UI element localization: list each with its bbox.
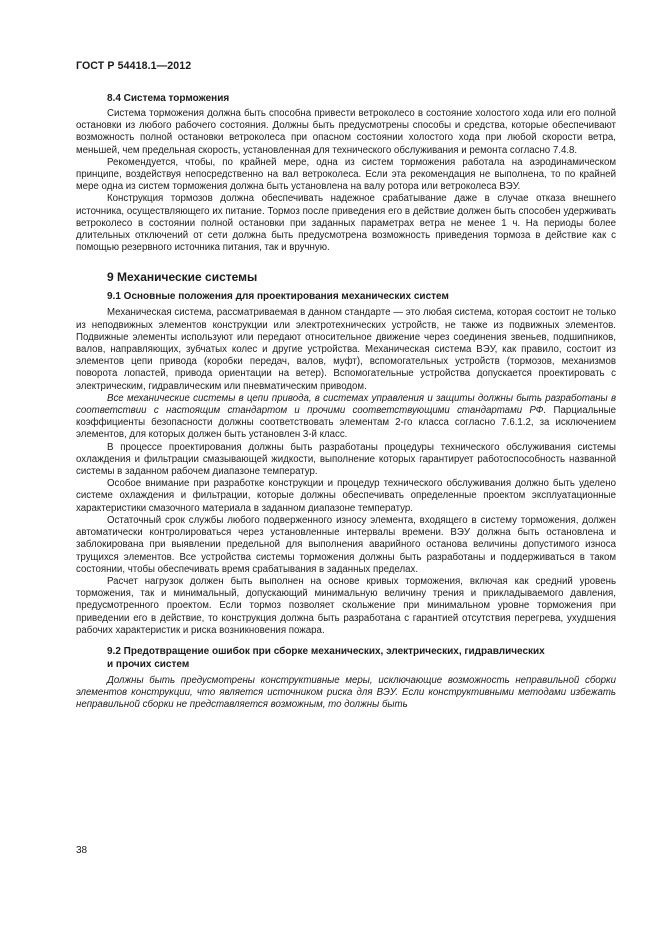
section-9-2-heading-line-1: 9.2 Предотвращение ошибок при сборке механических, электрических, гидравлических — [107, 645, 545, 657]
section-8-4-heading: 8.4 Система торможения — [107, 93, 230, 104]
section-8-4-paragraph-3: Конструкция тормозов должна обеспечивать надежное срабатывание даже в случае отказа внешнего источника, осуществляющего их питание. Тормоз после приведения его в действие должен быть способен удерживать ветроколесо в состоянии полной остановки при заданных параметрах ветра не менее 1 ч. На периоды более длительных отключений от сети должна быть предусмотрена возможность приведения тормоза в действие как с помощью резервного источника питания, так и вручную. — [76, 193, 616, 254]
section-8-4-paragraph-1: Система торможения должна быть способна привести ветроколесо в состояние холостого хода или его полной остановки из любого рабочего состояния. Должны быть предусмотрены способы и средства, которые обеспечивают возможность полной остановки ветроколеса при опасном состоянии холостого хода при любой скорости ветра, меньшей, чем предельная скорость, установленная для технического обслуживания и ремонта согласно 7.4.8. — [76, 108, 616, 156]
section-9-1-paragraph-5: Остаточный срок службы любого подверженного износу элемента, входящего в систему торможения, должен автоматически контролироваться через установленные интервалы времени. ВЭУ должна быть остановлена и заблокирована при выявлении предельной для выполнения аварийного останова величины допустимого износа трущихся элементов. Все устройства системы торможения должны быть разработаны и поддерживаться в таком состоянии, чтобы обеспечивать время срабатывания в заданных пределах. — [76, 514, 616, 575]
section-9-1-italic-lead: Все механические системы в цепи привода, в системах управления и защиты должны быть разработаны в соответствии с настоящим стандартом и прочими соответствующими стандартами РФ. — [76, 392, 616, 417]
page-number: 38 — [76, 845, 88, 856]
section-9-2-heading-line-2: и прочих систем — [107, 658, 190, 670]
section-9-heading: 9 Механические системы — [107, 270, 258, 285]
document-id: ГОСТ Р 54418.1—2012 — [76, 60, 192, 72]
document-body — [76, 92, 616, 712]
section-9-1-paragraph-1: Механическая система, рассматриваемая в данном стандарте — это любая система, которая состоит не только из неподвижных элементов конструкции или электротехнических устройств, не также из подвижных элементов. Подвижные элементы используют или передают относительное движение через соединения звеньев, подшипников, валов, направляющих, зубчатых колес и другие устройства. Механическая система ВЭУ, как правило, состоит из элементов цепи привода (коробки передач, валов, муфт), вспомогательных устройств (тормозов, механизмов поворота лопастей, привода ориентации на ветер). Вспомогательные устройства допускается проектировать с электрическим, гидравлическим или пневматическим приводом. — [76, 307, 616, 392]
section-9-1-paragraph-2-text: Парциальные коэффициенты безопасности должны соответствовать элементам 2-го класса согласно 7.6.1.2, за исключением элементов, для которых должен быть установлен 3-й класс. — [76, 405, 616, 441]
section-9-1-heading: 9.1 Основные положения для проектирования механических систем — [107, 291, 449, 303]
section-9-2-italic-paragraph: Должны быть предусмотрены конструктивные меры, исключающие возможность неправильной сборки элементов конструкции, что является источником риска для ВЭУ. Если конструктивными методами избежать неправильной сборки не представляется возможным, то должны быть — [76, 674, 616, 711]
section-9-1-paragraph-4: Особое внимание при разработке конструкции и процедур технического обслуживания должно быть уделено системе охлаждения и фильтрации, которые должны обеспечивать определенные проектом эксплуатационные характеристики смазочного материала в заданном диапазоне температур. — [76, 478, 616, 514]
section-9-1-paragraph-6: Расчет нагрузок должен быть выполнен на основе кривых торможения, включая как средний уровень торможения, так и минимальный, допускающий минимальную величину трения и прикладываемого давления, предусмотренного проектом. Если тормоз позволяет скольжение при минимальном уровне торможения при приведении его в действие, то конструкция должна быть разработана с гарантией отсутствия перегрева, ухудшения рабочих характеристик и риска возникновения пожара. — [76, 575, 616, 636]
section-9-1-paragraph-3: В процессе проектирования должны быть разработаны процедуры технического обслуживания системы охлаждения и фильтрации смазывающей жидкости, выполнение которых гарантирует работоспособность названной системы в заданном рабочем диапазоне температур. — [76, 441, 616, 478]
section-8-4-paragraph-2: Рекомендуется, чтобы, по крайней мере, одна из систем торможения работала на аэродинамическом принципе, воздействуя непосредственно на вал ветроколеса. Если эта рекомендация не выполнена, то по крайней мере одна из систем торможения должна быть установлена на валу ротора или ветроколеса ВЭУ. — [76, 156, 616, 193]
section-9-1-paragraph-2 — [76, 393, 616, 442]
